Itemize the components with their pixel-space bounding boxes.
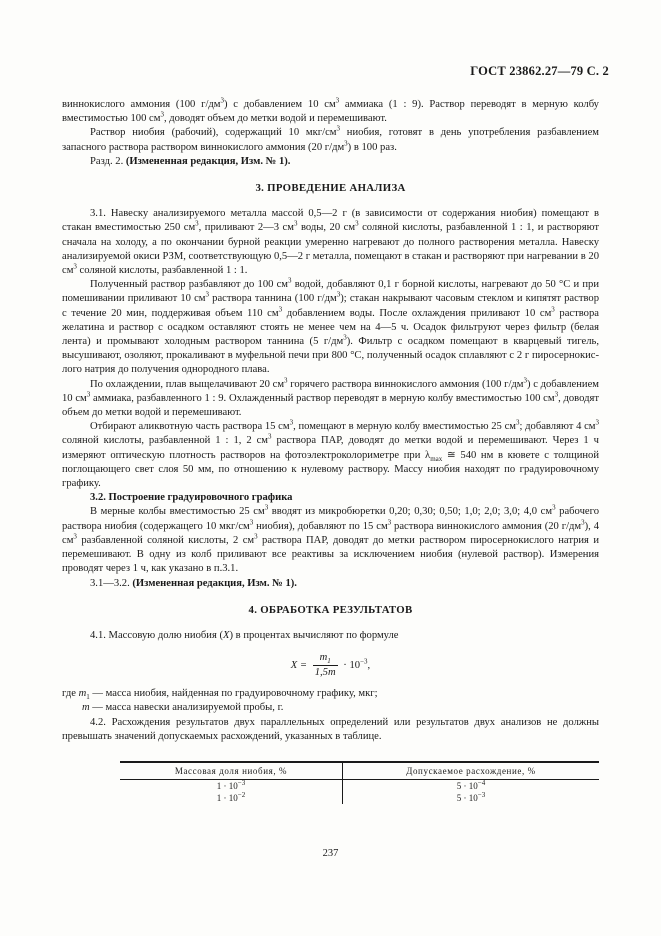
section-3-paragraph-1: 3.1. Навеску анализируемого металла массой 0,5—2 г (в зависимости от содержания ниобия) помещают в стакан вместимостью 250 $см^3$, приливают 2—3 $см^3$ воды, 20 $см^3$ соляной кислоты, разбавленной 1 : 1, и растворяют сначала на холоду, а по окончании бурной реакции умеренно нагревают до полного растворения металла. Навеску анализируемой окиси РЗМ, соответствующую 0,5—2 г металла, помещают в стакан и растворяют при нагревании в 20 $см^3$ соляной кислоты, разбавленной 1 : 1.	[62, 208, 599, 277]
table-header-mass-fraction: Массовая доля ниобия, %	[120, 762, 343, 780]
table-cell-mass-fraction: $1 \cdot 10^{-3}$	[120, 780, 343, 793]
section-3-paragraph-2: Полученный раствор разбавляют до 100 $см^3$ водой, добавляют 0,1 г борной кислоты, нагревают до 50 °С и при помешивании приливают 10 $см^3$ раствора таннина (100 $г/дм^3$); стакан накрывают часовым стеклом и кипятят раствор с течение 20 мин, поддерживая объем 110 $см^3$ добавлением воды. После охлаждения приливают 10 $см^3$ раствора желатина и раствор с осадком оставляют стоять не менее чем на 4—5 ч. Осадок фильтруют через фильтр (белая лента) и промывают холодным раствором таннина (5 $г/дм^3$). Фильтр с осадком помещают в кварцевый тигель, высушивают, озоляют, прокаливают в муфельной печи при 800 °С, полученный осадок сплавляют с 2 г пиросернокислого натрия до получения однородного плава.	[62, 276, 599, 376]
table-cell-tolerance: $5 \cdot 10^{-4}$	[456, 779, 486, 791]
formula-rhs: · $10^{-3}$,	[343, 657, 371, 672]
table-row	[120, 780, 599, 793]
section-4-paragraph-2: 4.2. Расхождения результатов двух параллельных определений или результатов двух анализов не должны превышать значений допускаемых расхождений, указанных в таблице.	[62, 716, 599, 742]
table-header-tolerance: Допускаемое расхождение, %	[343, 762, 600, 780]
formula	[62, 651, 599, 681]
section-3-paragraph-4: Отбирают аликвотную часть раствора 15 $см^3$, помещают в мерную колбу вместимостью 25 $см^3$; добавляют 4 $см^3$ соляной кислоты, разбавленной 1 : 1, 2 $см^3$ раствора ПАР, доводят до метки водой и перемешивают. Через 1 ч измеряют оптическую плотность растворов на фотоэлектроколориметре при $\lambda_{max}$ ≅ 540 нм в кювете с толщиной поглощающего свет слоя 50 мм, по отношению к нулевому раствору. Массу ниобия находят по градуировочному графику.	[62, 418, 600, 490]
section-3-paragraph-5: В мерные колбы вместимостью 25 $см^3$ вводят из микробюретки 0,20; 0,30; 0,50; 1,0; 2,0; 3,0; 4,0 $см^3$ рабочего раствора ниобия (содержащего 10 мкг/$см^3$ ниобия), добавляют по 15 $см^3$ раствора виннокислого аммония (20 $г/дм^3$), 4 $см^3$ разбавленной соляной кислоты, 2 $см^3$ раствора ПАР, доводят до метки раствором пиросернокислого натрия и перемешивают. В одну из колб приливают все реактивы за исключением ниобия (нулевой раствор). Измерения проводят через 1 ч, как указано в п.3.1.	[62, 503, 599, 575]
section-3-title: 3. ПРОВЕДЕНИЕ АНАЛИЗА	[255, 182, 406, 195]
section-3-paragraph-3: По охлаждении, плав выщелачивают 20 $см^3$ горячего раствора виннокислого аммония (100 $г/дм^3$) с добавлением 10 $см^3$ аммиака, разбавленного 1 : 9. Охлажденный раствор переводят в мерную колбу вместимостью 100 $см^3$, доводят объем до метки водой и перемешивают.	[62, 376, 599, 419]
intro-paragraph-2: Раствор ниобия (рабочий), содержащий 10 мкг/$см^3$ ниобия, готовят в день употребления разбавлением запасного раствора раствором виннокислого аммония (20 $г/дм^3$) в 100 раз.	[62, 124, 599, 153]
formula-lhs: X =	[290, 659, 308, 671]
section-4-paragraph-1: 4.1. Массовую долю ниобия (X) в процентах вычисляют по формуле	[90, 629, 399, 641]
section-3-amendment-note: 3.1—3.2. (Измененная редакция, Изм. № 1).	[90, 577, 297, 589]
intro-amendment-note: Разд. 2. (Измененная редакция, Изм. № 1).	[90, 155, 291, 167]
formula-definitions	[62, 687, 599, 715]
document-body	[62, 98, 599, 744]
definition-m1: где $m_1$ — масса ниобия, найденная по градуировочному графику, мкг;	[62, 688, 378, 702]
subsection-3-2-title: 3.2. Построение градуировочного графика	[90, 492, 293, 504]
definition-m: m — масса навески анализируемой пробы, г.	[82, 702, 284, 714]
section-4-title: 4. ОБРАБОТКА РЕЗУЛЬТАТОВ	[248, 603, 413, 616]
table-row	[120, 792, 599, 804]
formula-denominator: 1,5m	[314, 667, 336, 679]
page-header: ГОСТ 23862.27—79 С. 2	[470, 64, 609, 78]
page-number: 237	[322, 848, 339, 859]
formula-numerator: $m_1$	[313, 651, 338, 666]
table-header-row	[120, 762, 599, 780]
table-cell-tolerance: $5 \cdot 10^{-3}$	[456, 791, 486, 803]
tolerance-table	[120, 761, 599, 804]
formula-fraction	[313, 651, 338, 680]
intro-paragraph-1: виннокислого аммония (100 $г/дм^3$) с добавлением 10 $см^3$ аммиака (1 : 9). Раствор переводят в мерную колбу вместимостью 100 $см^3$, доводят объем до метки водой и перемешивают.	[62, 96, 599, 125]
table-cell-mass-fraction: $1 \cdot 10^{-2}$	[120, 792, 343, 804]
